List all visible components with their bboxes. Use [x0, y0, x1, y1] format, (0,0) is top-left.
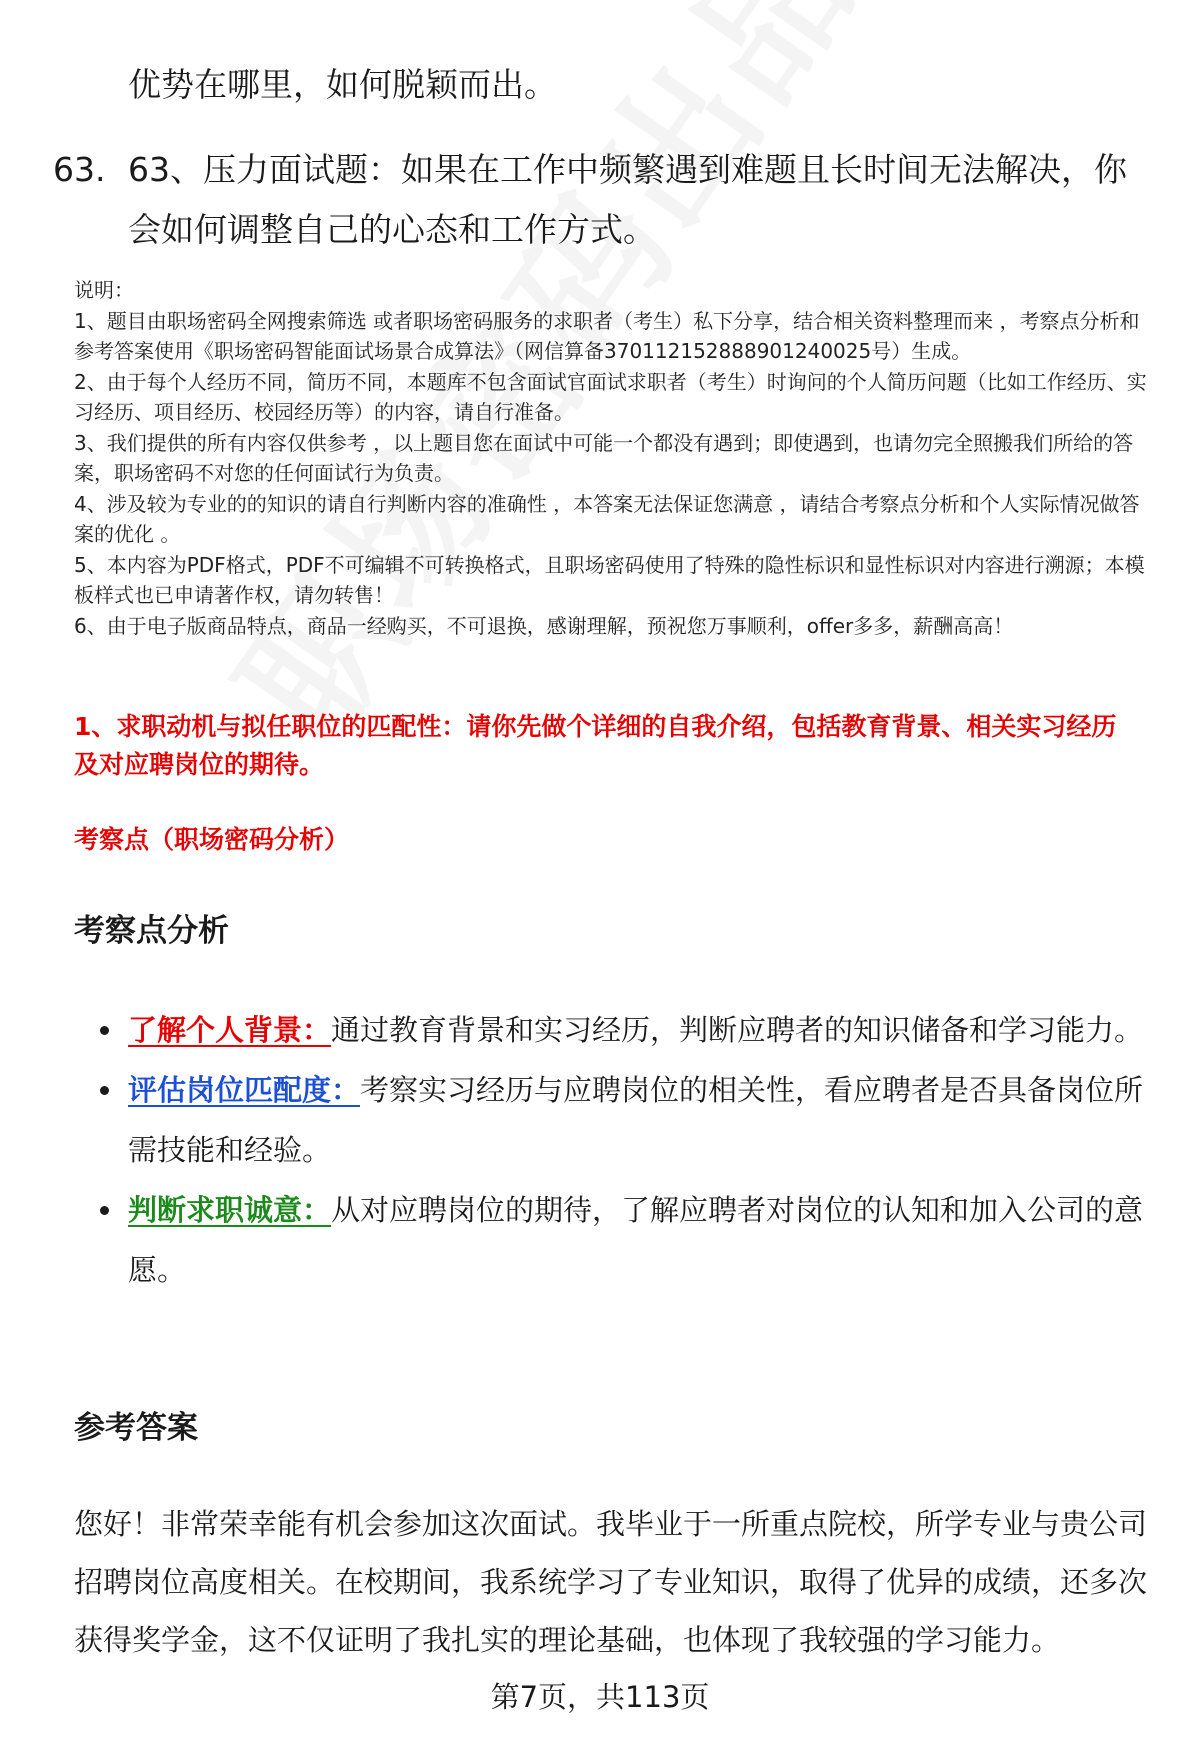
question-1-title: 1、求职动机与拟任职位的匹配性：请你先做个详细的自我介绍，包括教育背景、相关实习经历及对应聘岗位的期待。	[74, 712, 1117, 779]
question-text: 63、压力面试题：如果在工作中频繁遇到难题且长时间无法解决，你会如何调整自己的心态和工作方式。	[128, 150, 1127, 249]
bullet-icon	[100, 1026, 109, 1035]
notes-item: 6、由于电子版商品特点，商品一经购买，不可退换，感谢理解，预祝您万事顺利，offer多多，薪酬高高！	[74, 613, 1014, 638]
analysis-item-label: 了解个人背景：	[128, 1013, 332, 1047]
notes-item: 2、由于每个人经历不同，简历不同，本题库不包含面试官面试求职者（考生）时询问的个人简历问题（比如工作经历、实习经历、项目经历、校园经历等）的内容，请自行准备。	[74, 369, 1147, 424]
analysis-item	[100, 1180, 1150, 1300]
analysis-list	[100, 1000, 1150, 1300]
bullet-icon	[100, 1206, 109, 1215]
analysis-item-text: 通过教育背景和实习经历，判断应聘者的知识储备和学习能力。	[331, 1013, 1144, 1047]
analysis-item-text: 从对应聘岗位的期待，了解应聘者对岗位的认知和加入公司的意愿。	[128, 1193, 1144, 1287]
answer-text: 您好！非常荣幸能有机会参加这次面试。我毕业于一所重点院校，所学专业与贵公司招聘岗位高度相关。在校期间，我系统学习了专业知识，取得了优异的成绩，还多次获得奖学金，这不仅证明了我扎实的理论基础，也体现了我较强的学习能力。	[74, 1507, 1148, 1657]
notes-section	[74, 275, 1154, 641]
notes-item: 4、涉及较为专业的的知识的请自行判断内容的准确性 ，本答案无法保证您满意 ，请结合考察点分析和个人实际情况做答案的优化 。	[74, 491, 1140, 546]
notes-item: 3、我们提供的所有内容仅供参考 ，以上题目您在面试中可能一个都没有遇到；即使遇到，也请勿完全照搬我们所给的答案，职场密码不对您的任何面试行为负责。	[74, 430, 1134, 485]
analysis-item-label: 判断求职诚意：	[128, 1193, 332, 1227]
page-number: 第7页，共113页	[490, 1680, 710, 1714]
notes-item: 1、题目由职场密码全网搜索筛选 或者职场密码服务的求职者（考生）私下分享，结合相关资料整理而来 ，考察点分析和参考答案使用《职场密码智能面试场景合成算法》（网信算备370112152888901240025号）生成。	[74, 308, 1140, 363]
answer-heading: 参考答案	[74, 1410, 198, 1446]
notes-title: 说明：	[74, 278, 134, 302]
analysis-item	[100, 1000, 1150, 1060]
analysis-source-title: 考察点（职场密码分析）	[74, 825, 350, 854]
bullet-icon	[100, 1086, 109, 1095]
notes-item: 5、本内容为PDF格式，PDF不可编辑不可转换格式，且职场密码使用了特殊的隐性标识和显性标识对内容进行溯源；本模板样式也已申请著作权，请勿转售！	[74, 552, 1145, 607]
question-number: 63.	[53, 150, 106, 189]
analysis-item-text: 考察实习经历与应聘岗位的相关性，看应聘者是否具备岗位所需技能和经验。	[128, 1073, 1144, 1167]
question-continuation: 优势在哪里，如何脱颖而出。	[128, 65, 557, 104]
analysis-item-label: 评估岗位匹配度：	[128, 1073, 361, 1107]
analysis-heading: 考察点分析	[74, 913, 229, 949]
analysis-item	[100, 1060, 1150, 1180]
